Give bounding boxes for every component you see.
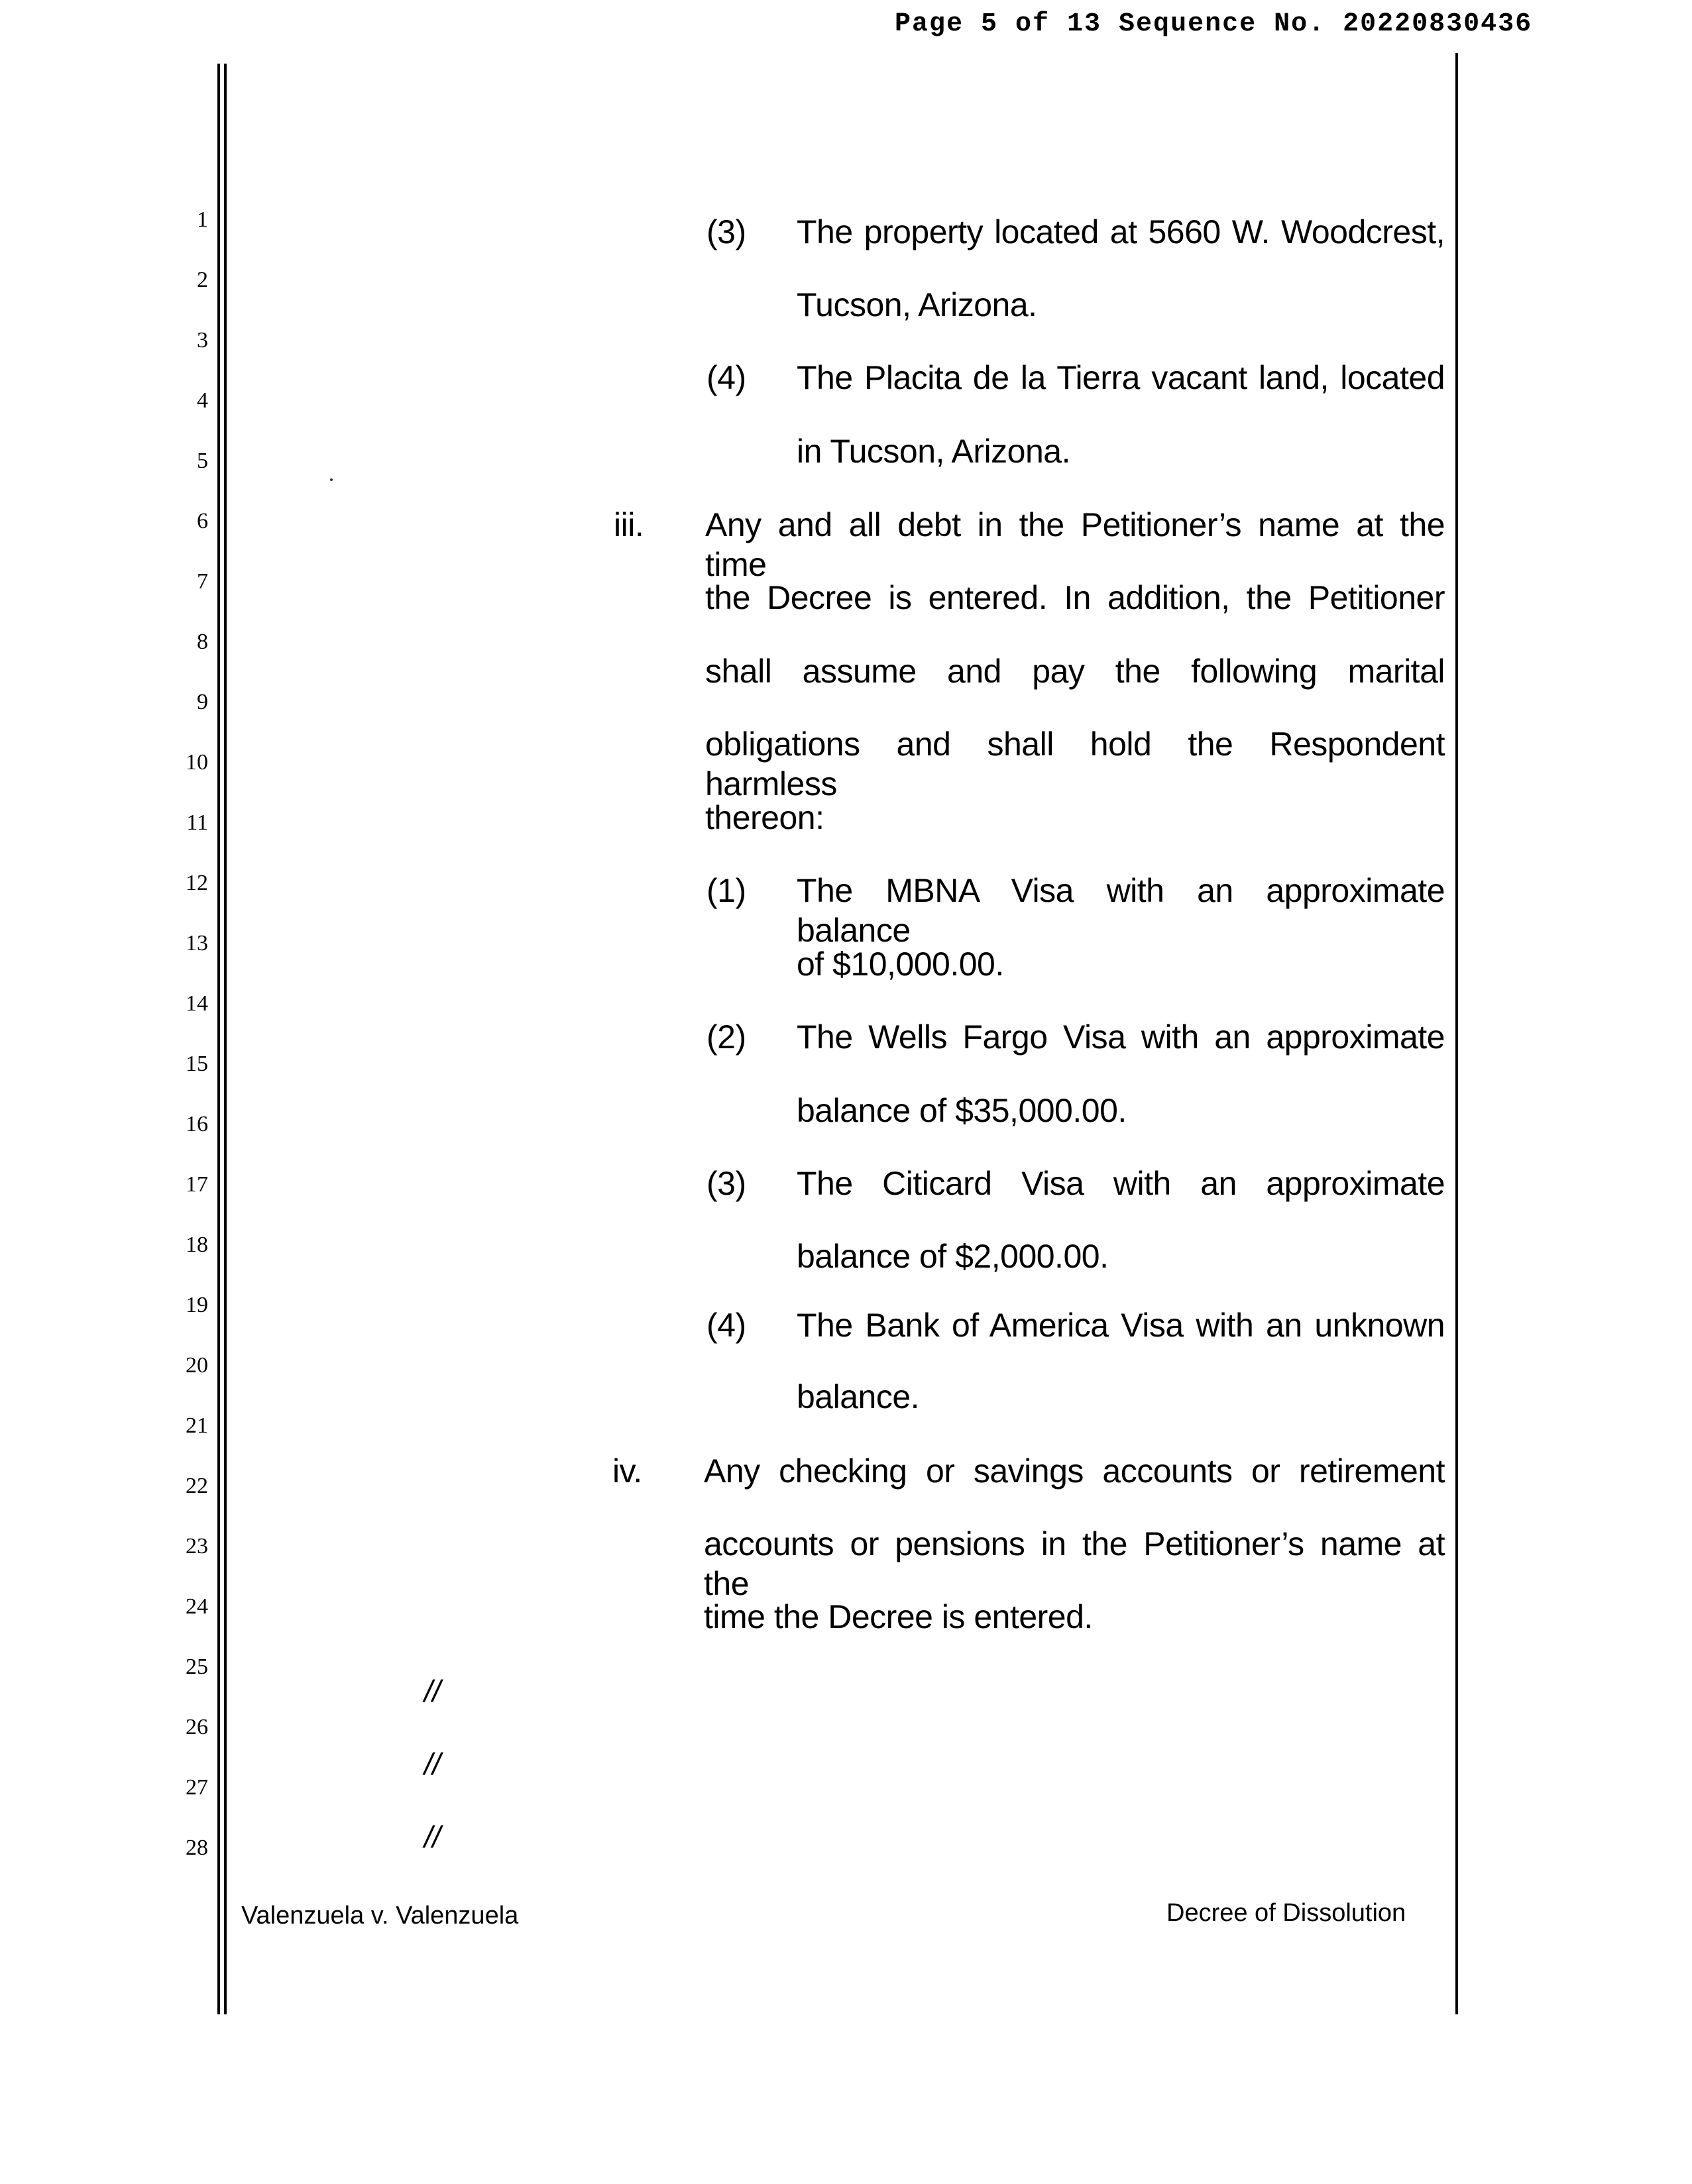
line-number: 27	[186, 1775, 208, 1800]
section-text-line: accounts or pensions in the Petitioner’s name at the	[704, 1525, 1445, 1602]
line-number: 7	[197, 569, 208, 594]
item-text: Tucson, Arizona.	[797, 286, 1037, 323]
line-number: 1	[197, 207, 208, 232]
section-text-line: shall assume and pay the following marital	[705, 653, 1445, 690]
item-text: of $10,000.00.	[797, 946, 1004, 983]
item-label: (3)	[706, 1165, 746, 1202]
line-number: 15	[186, 1052, 208, 1076]
item-text: The Placita de la Tierra vacant land, located	[797, 359, 1445, 396]
continuation-mark: //	[424, 1820, 441, 1854]
line-number: 18	[186, 1232, 208, 1257]
item-text: The Bank of America Visa with an unknown	[797, 1307, 1445, 1344]
line-number: 8	[197, 629, 208, 654]
line-number: 6	[197, 509, 208, 533]
continuation-mark: //	[424, 1674, 441, 1708]
item-label: (3)	[706, 213, 746, 250]
line-number: 17	[186, 1172, 208, 1197]
line-number: 28	[186, 1835, 208, 1860]
line-number: 26	[186, 1715, 208, 1739]
line-number: 19	[186, 1293, 208, 1317]
item-label: (4)	[706, 359, 746, 396]
line-number: 16	[186, 1112, 208, 1136]
continuation-mark: //	[424, 1747, 441, 1781]
line-number: 24	[186, 1594, 208, 1619]
item-label: (2)	[706, 1018, 746, 1056]
line-number: 11	[186, 810, 208, 835]
item-label: (1)	[706, 872, 746, 909]
line-number: 20	[186, 1353, 208, 1378]
footer-case-name: Valenzuela v. Valenzuela	[241, 1902, 519, 1930]
item-text: The property located at 5660 W. Woodcrest,	[797, 213, 1445, 250]
page-sequence-stamp: Page 5 of 13 Sequence No. 20220830436	[895, 9, 1533, 39]
item-text: balance of $2,000.00.	[797, 1238, 1109, 1275]
line-number: 2	[197, 268, 208, 292]
line-number: 5	[197, 449, 208, 473]
item-text: The Citicard Visa with an approximate	[797, 1165, 1445, 1202]
item-text: balance.	[797, 1378, 920, 1415]
line-number: 14	[186, 991, 208, 1016]
footer-document-title: Decree of Dissolution	[1166, 1899, 1406, 1927]
line-number: 22	[186, 1474, 208, 1498]
item-label: (4)	[706, 1307, 746, 1344]
item-text: balance of $35,000.00.	[797, 1092, 1127, 1129]
line-number: 12	[186, 871, 208, 895]
line-number: 25	[186, 1655, 208, 1679]
section-text-line: thereon:	[705, 799, 824, 836]
line-number: 4	[197, 388, 208, 413]
line-number: 23	[186, 1534, 208, 1558]
line-number: 21	[186, 1413, 208, 1438]
section-text-line: the Decree is entered. In addition, the Petitioner	[705, 579, 1445, 616]
section-label: iv.	[612, 1452, 642, 1490]
section-text-line: Any and all debt in the Petitioner’s name at the time	[705, 506, 1445, 583]
item-text: The Wells Fargo Visa with an approximate	[797, 1018, 1445, 1056]
line-number: 13	[186, 931, 208, 956]
item-text: The MBNA Visa with an approximate balance	[797, 872, 1445, 949]
section-text-line: obligations and shall hold the Respondent harmless	[705, 726, 1445, 802]
line-number: 9	[197, 690, 208, 714]
section-text-line: Any checking or savings accounts or retirement	[704, 1452, 1445, 1490]
line-number: 10	[186, 750, 208, 775]
item-text: in Tucson, Arizona.	[797, 433, 1070, 470]
section-label: iii.	[614, 506, 644, 543]
section-text-line: time the Decree is entered.	[704, 1598, 1093, 1635]
line-number: 3	[197, 328, 208, 353]
